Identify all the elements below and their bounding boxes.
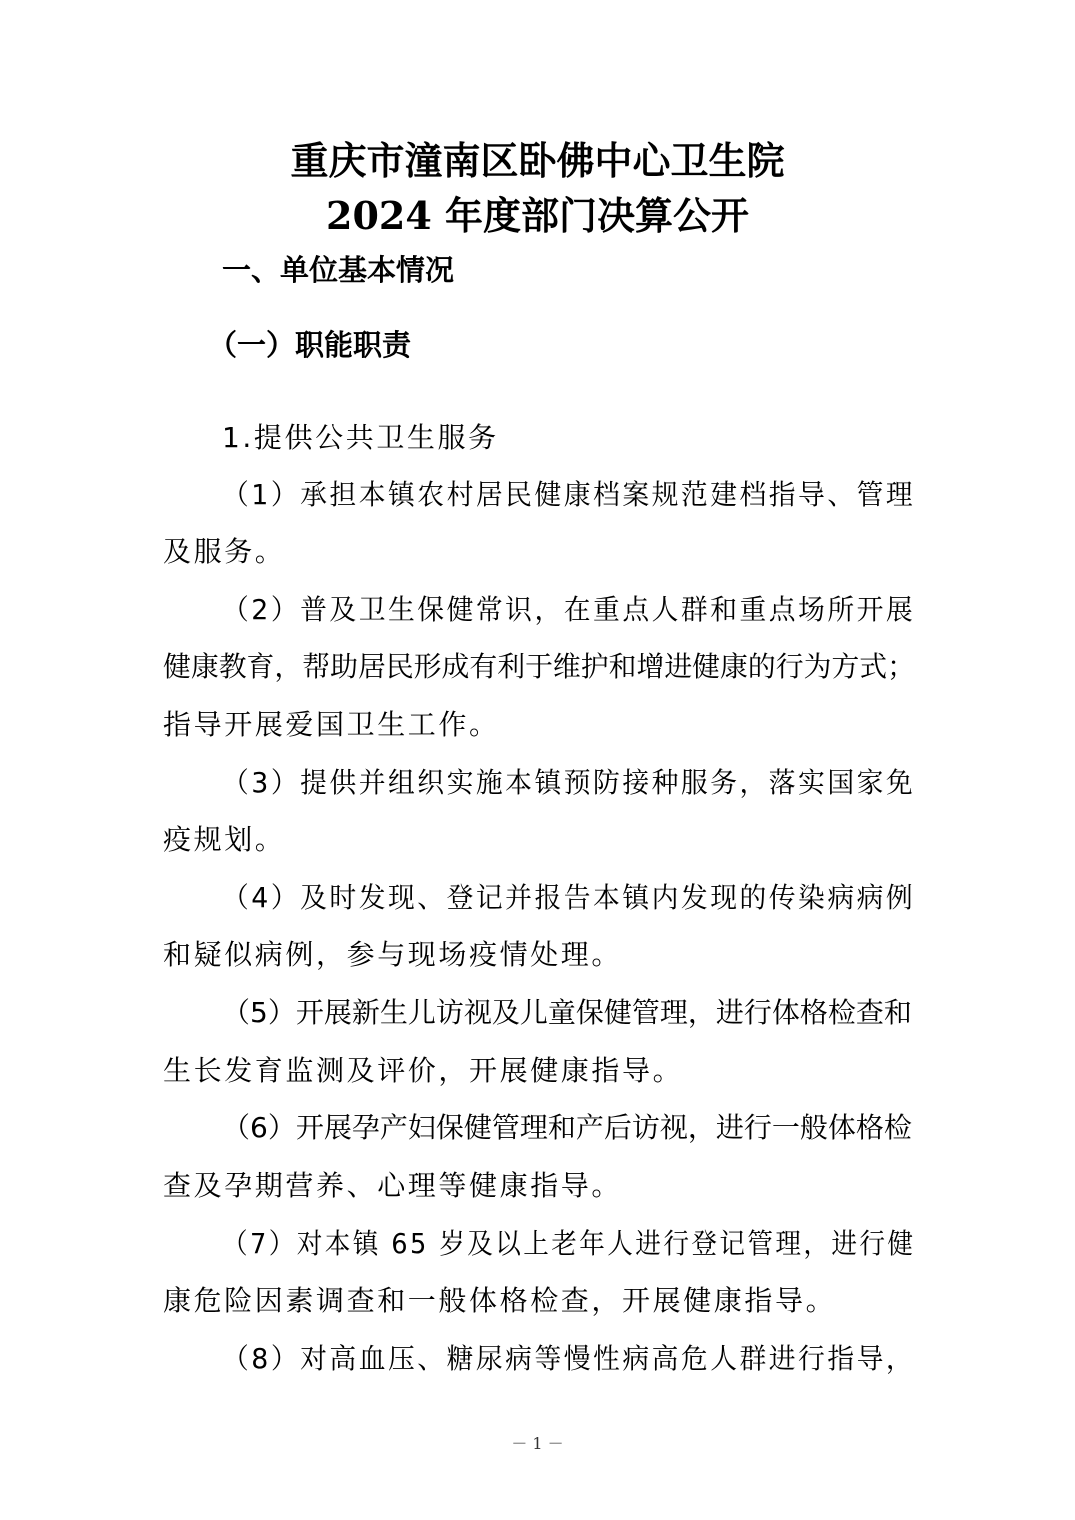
paragraph-line: 生长发育监测及评价，开展健康指导。 [163, 1054, 684, 1087]
subsection-heading: （一）职能职责 [208, 328, 412, 362]
paragraph-line: （3）提供并组织实施本镇预防接种服务，落实国家免 [222, 766, 916, 799]
paragraph-line: 康危险因素调查和一般体格检查，开展健康指导。 [163, 1284, 837, 1317]
paragraph-line: 指导开展爱国卫生工作。 [163, 708, 500, 741]
paragraph-line: （2）普及卫生保健常识，在重点人群和重点场所开展 [222, 593, 916, 626]
document-title-line2: 2024 年度部门决算公开 [326, 193, 749, 238]
document-title-line1: 重庆市潼南区卧佛中心卫生院 [290, 138, 785, 183]
paragraph-line: （8）对高血压、糖尿病等慢性病高危人群进行指导， [222, 1342, 916, 1375]
paragraph-line: 疫规划。 [163, 823, 286, 856]
paragraph-line: 健康教育，帮助居民形成有利于维护和增进健康的行为方式； [163, 650, 916, 683]
paragraph-line: 和疑似病例，参与现场疫情处理。 [163, 938, 623, 971]
paragraph-line: （7）对本镇 65 岁及以上老年人进行登记管理，进行健 [222, 1227, 916, 1260]
paragraph-line: （5）开展新生儿访视及儿童保健管理，进行体格检查和 [222, 996, 912, 1029]
paragraph-line: （4）及时发现、登记并报告本镇内发现的传染病病例 [222, 881, 916, 914]
paragraph-line: 及服务。 [163, 535, 286, 568]
section-heading: 一、单位基本情况 [222, 253, 455, 287]
paragraph-line: （1）承担本镇农村居民健康档案规范建档指导、管理 [222, 478, 916, 511]
paragraph-line: （6）开展孕产妇保健管理和产后访视，进行一般体格检 [222, 1111, 912, 1144]
page-number: － 1 － [511, 1434, 564, 1453]
item-heading: 1.提供公共卫生服务 [222, 421, 499, 454]
paragraph-line: 查及孕期营养、心理等健康指导。 [163, 1169, 623, 1202]
